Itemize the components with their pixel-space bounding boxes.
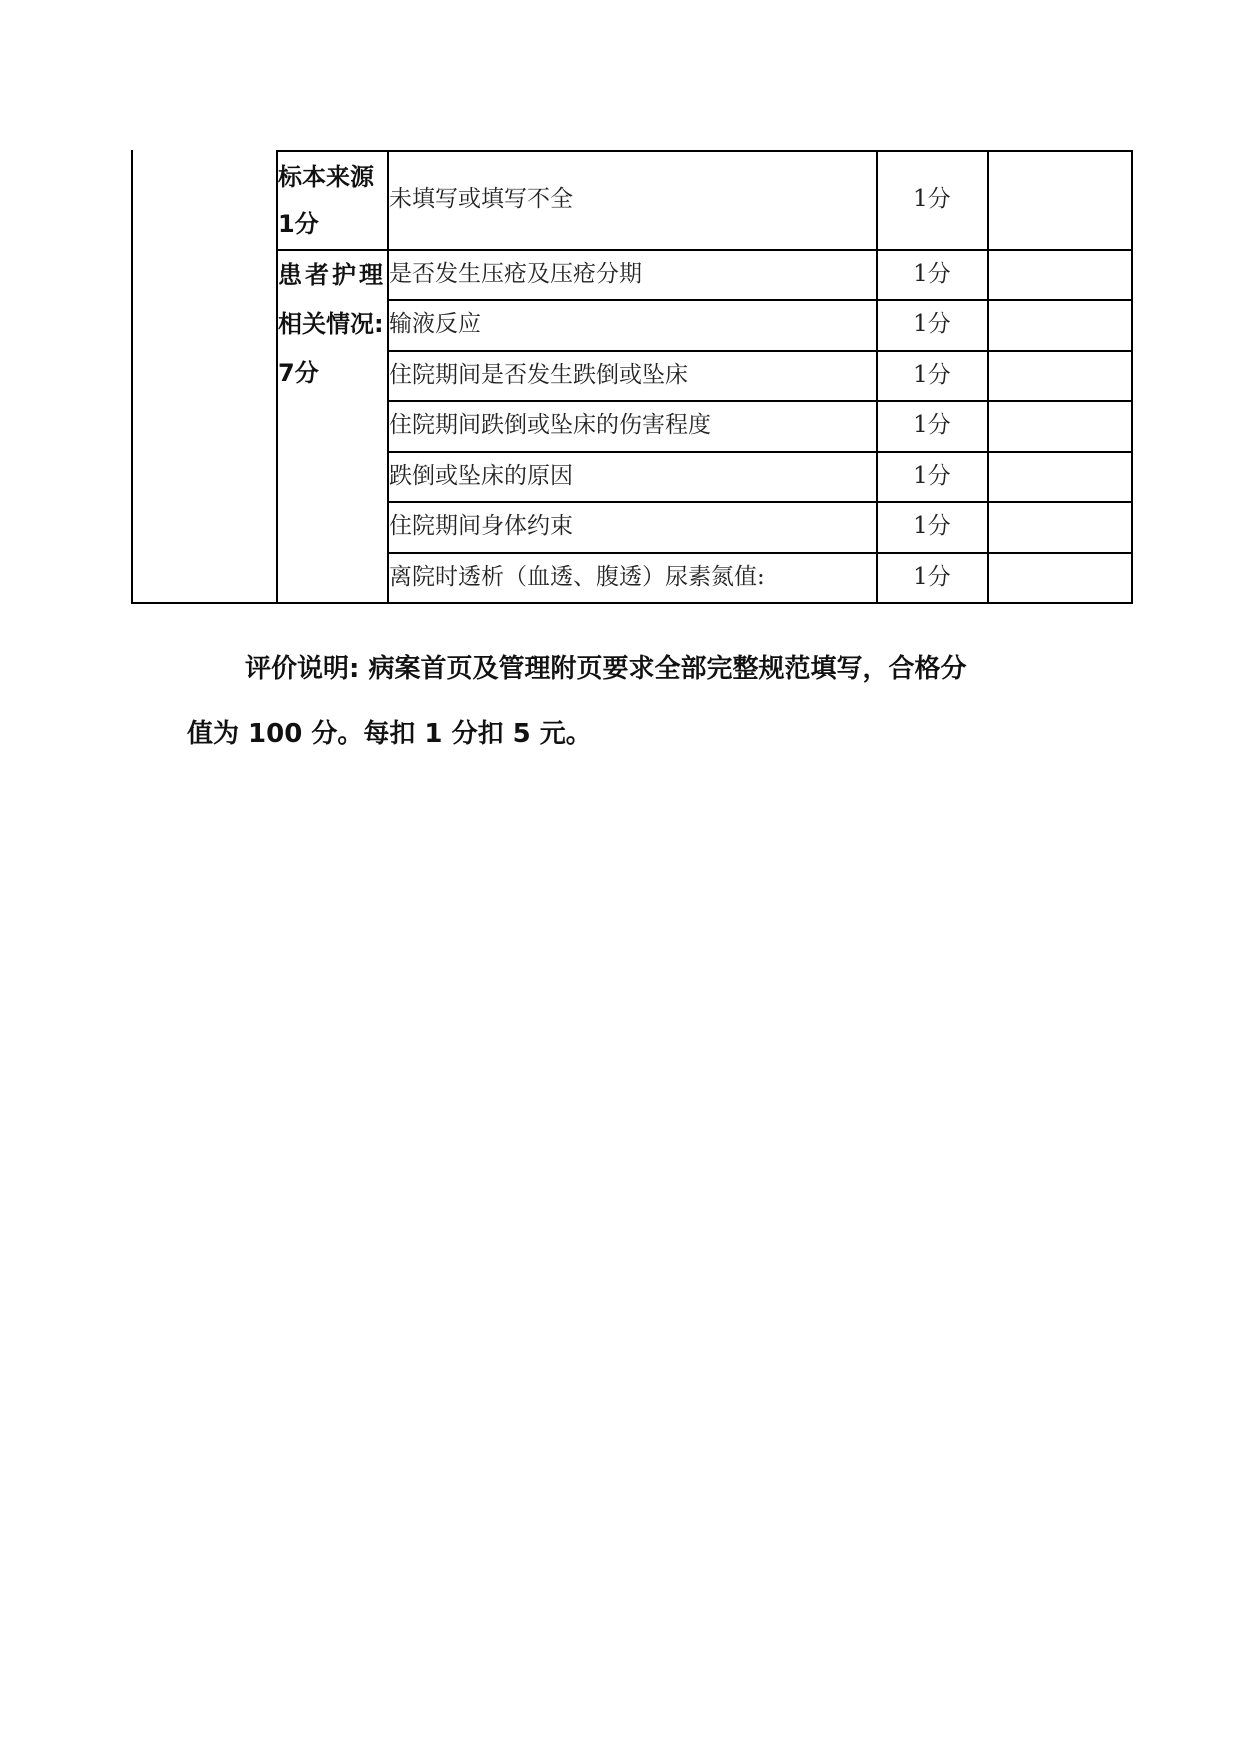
table-col-divider-4 [987,150,989,604]
table-right-border [1131,150,1133,604]
criteria-item: 住院期间跌倒或坠床的伤害程度 [389,412,711,438]
table-row-divider [387,400,1133,402]
evaluation-note-line-2: 值为 100 分。每扣 1 分扣 5 元。 [187,719,592,749]
table-row-divider [387,451,1133,453]
table-row-divider [387,350,1133,352]
evaluation-note-line-1: 评价说明: 病案首页及管理附页要求全部完整规范填写，合格分 [245,654,967,684]
criteria-score: 1分 [913,564,951,590]
criteria-score: 1分 [913,261,951,287]
table-bottom-border [131,602,1133,604]
table-row-divider [387,552,1133,554]
table-top-border [276,150,1133,152]
section-points: 1分 [278,210,319,238]
criteria-score: 1分 [913,311,951,337]
section-title: 标本来源 [278,163,374,191]
criteria-item: 住院期间是否发生跌倒或坠床 [389,362,688,388]
criteria-item: 未填写或填写不全 [389,186,573,212]
criteria-item: 是否发生压疮及压疮分期 [389,261,642,287]
criteria-item: 跌倒或坠床的原因 [389,463,573,489]
section-title-line: 7分 [278,359,319,387]
section-title-line: 相关情况: [278,310,384,338]
section-title-line: 患者护理 [278,261,386,289]
table-row-divider [387,299,1133,301]
criteria-score: 1分 [913,513,951,539]
table-row-divider [276,249,1133,251]
criteria-item: 住院期间身体约束 [389,513,573,539]
table-left-border [131,150,133,604]
criteria-item: 输液反应 [389,311,481,337]
table-row-divider [387,501,1133,503]
criteria-score: 1分 [913,412,951,438]
criteria-score: 1分 [913,186,951,212]
criteria-item: 离院时透析（血透、腹透）尿素氮值: [389,564,765,590]
criteria-score: 1分 [913,362,951,388]
criteria-score: 1分 [913,463,951,489]
